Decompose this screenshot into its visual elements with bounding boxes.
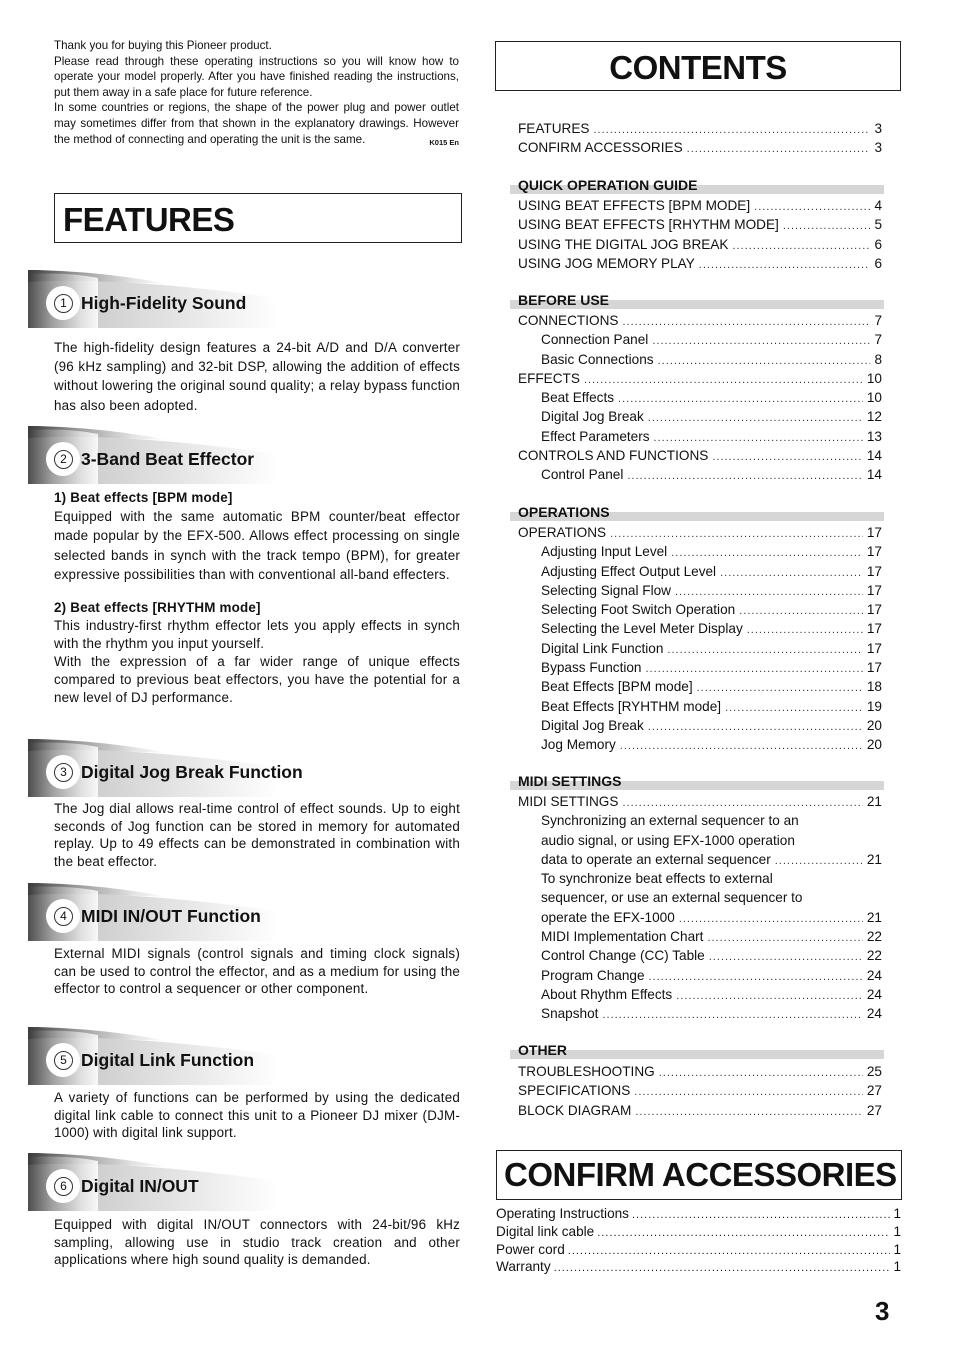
toc-entry-label: Selecting Foot Switch Operation <box>541 602 736 618</box>
toc-entry[interactable] <box>518 968 882 987</box>
toc-entry[interactable] <box>518 602 882 621</box>
toc-entry[interactable] <box>518 429 882 448</box>
toc-page-number: 20 <box>866 717 882 733</box>
toc-group-title: OPERATIONS <box>518 504 610 520</box>
accessory-quantity: 1 <box>893 1241 901 1257</box>
leader-dots <box>627 470 863 482</box>
contents-heading: CONTENTS <box>495 41 901 91</box>
toc-entry-label: CONNECTIONS <box>518 313 619 328</box>
leader-dots <box>733 240 871 252</box>
toc-page-number: 6 <box>874 255 882 271</box>
leader-dots <box>648 412 863 424</box>
feature-title: Digital Jog Break Function <box>81 762 303 782</box>
toc-entry-label: Connection Panel <box>541 332 649 348</box>
toc-page-number: 21 <box>866 794 882 809</box>
toc-entry-label: Basic Connections <box>541 351 654 367</box>
accessory-label: Power cord <box>496 1241 565 1257</box>
toc-group-list <box>518 525 882 757</box>
toc-page-number: 7 <box>874 332 882 348</box>
accessories-list <box>496 1206 901 1277</box>
accessory-label: Operating Instructions <box>496 1206 629 1221</box>
leader-dots <box>783 220 871 232</box>
toc-page-number: 17 <box>866 582 882 598</box>
feature-text: A variety of functions can be performed by using the dedicated digital link cable to connect this unit to a Pioneer DJ mixer (DJM-1000) with digital link support. <box>54 1090 460 1141</box>
feature-title: 3-Band Beat Effector <box>81 449 255 469</box>
leader-dots <box>709 951 863 963</box>
toc-entry-label: USING JOG MEMORY PLAY <box>518 255 695 271</box>
leader-dots <box>679 913 863 925</box>
toc-entry-label: USING BEAT EFFECTS [BPM MODE] <box>518 198 751 213</box>
toc-entry-label: Beat Effects [RYHTHM mode] <box>541 698 722 714</box>
toc-entry[interactable] <box>518 583 882 602</box>
toc-page-number: 17 <box>866 544 882 560</box>
leader-dots <box>658 355 871 367</box>
leader-dots <box>635 1106 863 1118</box>
accessory-label: Warranty <box>496 1259 551 1275</box>
leader-dots <box>747 624 863 636</box>
accessory-label: Digital link cable <box>496 1223 595 1239</box>
accessory-item <box>496 1242 901 1260</box>
leader-dots <box>652 335 870 347</box>
toc-entry[interactable] <box>518 910 882 929</box>
toc-group-list <box>518 794 882 1026</box>
toc-page-number: 22 <box>866 948 882 964</box>
toc-entry[interactable] <box>518 352 882 371</box>
toc-top-entries <box>518 121 882 160</box>
toc-group-header <box>510 1042 884 1059</box>
feature-heading <box>28 426 278 484</box>
accessory-item <box>496 1224 901 1242</box>
toc-entry[interactable] <box>518 718 882 737</box>
accessory-item <box>496 1259 901 1277</box>
toc-text-line: Synchronizing an external sequencer to an <box>541 813 799 829</box>
toc-page-number: 24 <box>866 1006 882 1022</box>
toc-page-number: 6 <box>874 236 882 252</box>
leader-dots <box>594 124 871 136</box>
toc-entry-label: Digital Jog Break <box>541 717 644 733</box>
leader-dots <box>610 528 863 540</box>
toc-group-title: QUICK OPERATION GUIDE <box>518 177 698 193</box>
features-heading: FEATURES <box>54 193 462 243</box>
intro-instructions: Please read through these operating instructions so you will know how to operate your model properly. After you have finished reading the instructions, put them away in a safe place for future reference. <box>54 54 459 99</box>
leader-dots <box>634 1086 863 1098</box>
toc-page-number: 3 <box>874 121 882 136</box>
feature-title: Digital IN/OUT <box>81 1176 199 1196</box>
toc-entry-label: Digital Jog Break <box>541 409 644 425</box>
feature-heading <box>28 1153 278 1211</box>
leader-dots <box>622 316 870 328</box>
toc-entry[interactable] <box>518 948 882 967</box>
feature-heading <box>28 270 278 328</box>
toc-entry[interactable] <box>518 256 882 275</box>
toc-page-number: 17 <box>866 640 882 656</box>
feature-title: MIDI IN/OUT Function <box>81 906 261 926</box>
feature-description <box>54 945 460 998</box>
toc-entry[interactable] <box>518 699 882 718</box>
toc-entry[interactable] <box>518 852 882 871</box>
feature-description <box>54 338 460 415</box>
toc-text-line: To synchronize beat effects to external <box>541 871 773 887</box>
toc-page-number: 7 <box>874 313 882 328</box>
toc-entry[interactable] <box>518 564 882 583</box>
feature-description <box>54 1216 460 1269</box>
toc-group-title: MIDI SETTINGS <box>518 773 622 789</box>
toc-page-number: 17 <box>866 660 882 676</box>
leader-dots <box>707 932 862 944</box>
toc-entry-label: Beat Effects [BPM mode] <box>541 679 693 695</box>
accessory-quantity: 1 <box>893 1223 901 1239</box>
leader-dots <box>649 971 863 983</box>
toc-entry-label: USING THE DIGITAL JOG BREAK <box>518 236 729 252</box>
toc-entry-label: Adjusting Effect Output Level <box>541 563 717 579</box>
toc-entry[interactable] <box>518 390 882 409</box>
accessory-quantity: 1 <box>893 1206 901 1221</box>
toc-entry-label: FEATURES <box>518 121 590 136</box>
toc-page-number: 8 <box>874 351 882 367</box>
toc-group-header <box>510 177 884 194</box>
toc-entry-label: Jog Memory <box>541 737 616 753</box>
leader-dots <box>739 605 863 617</box>
section-number: 2 <box>54 450 73 469</box>
toc-entry[interactable] <box>518 140 882 159</box>
leader-dots <box>667 644 862 656</box>
toc-entry[interactable] <box>518 237 882 256</box>
toc-entry[interactable] <box>518 929 882 948</box>
leader-dots <box>602 1009 862 1021</box>
toc-entry[interactable] <box>518 621 882 640</box>
text-bpm-mode: Equipped with the same automatic BPM counter/beat effector made popular by the EFX-500. Allows effect processing on single selected bands in synch with the track tempo (BPM), for greater expressive possibilities than with conventional all-band effecters. <box>54 509 460 582</box>
toc-entry-label: Control Change (CC) Table <box>541 948 705 964</box>
feature-heading <box>28 739 303 797</box>
subheading-rhythm-mode: 2) Beat effects [RHYTHM mode] <box>54 600 261 616</box>
toc-page-number: 17 <box>866 525 882 540</box>
section-number: 5 <box>54 1051 73 1070</box>
section-number: 6 <box>54 1177 73 1196</box>
toc-entry-label: SPECIFICATIONS <box>518 1083 631 1099</box>
leader-dots <box>697 682 863 694</box>
toc-page-number: 13 <box>866 428 882 444</box>
toc-entry-label: CONFIRM ACCESSORIES <box>518 140 683 156</box>
toc-entry-label: OPERATIONS <box>518 525 607 540</box>
toc-entry[interactable] <box>518 641 882 660</box>
leader-dots <box>687 143 871 155</box>
toc-entry-label: MIDI Implementation Chart <box>541 929 704 945</box>
toc-entry-label: Bypass Function <box>541 660 642 676</box>
toc-page-number: 3 <box>874 140 882 156</box>
toc-entry[interactable] <box>518 121 882 140</box>
toc-entry-label: CONTROLS AND FUNCTIONS <box>518 448 709 464</box>
toc-group-list <box>518 198 882 275</box>
leader-dots <box>725 702 863 714</box>
leader-dots <box>622 797 862 809</box>
text-rhythm-mode-b: With the expression of a far wider range of unique effects compared to previous beat effectors, you have the potential for a new level of DJ performance. <box>54 654 460 706</box>
leader-dots <box>699 259 871 271</box>
doc-code: K015 En <box>429 137 459 147</box>
toc-page-number: 21 <box>866 851 882 867</box>
toc-entry-label: TROUBLESHOOTING <box>518 1064 655 1079</box>
toc-entry[interactable] <box>518 660 882 679</box>
toc-page-number: 27 <box>866 1083 882 1099</box>
toc-entry-label: MIDI SETTINGS <box>518 794 619 809</box>
feature-text: The Jog dial allows real-time control of effect sounds. Up to eight seconds of Jog function can be stored in memory for automated replay. Up to 49 effects can be demonstrated in combination with the beat effector. <box>54 801 460 869</box>
toc-entry[interactable] <box>518 332 882 351</box>
toc-entry[interactable] <box>518 409 882 428</box>
text-rhythm-mode-a: This industry-first rhythm effector lets you apply effects in synch with the rhythm you input yourself. <box>54 618 460 652</box>
leader-dots <box>597 1227 890 1239</box>
feature-text: External MIDI signals (control signals and timing clock signals) can be used to control the effector, and as a medium for using the effector to control a sequencer or other component. <box>54 946 460 997</box>
toc-entry[interactable] <box>518 1006 882 1025</box>
leader-dots <box>620 740 863 752</box>
toc-group-list <box>518 313 882 487</box>
confirm-accessories-heading: CONFIRM ACCESSORIES <box>496 1150 902 1200</box>
toc-entry-label: Effect Parameters <box>541 428 650 444</box>
toc-group-list <box>518 1064 882 1122</box>
leader-dots <box>648 721 863 733</box>
toc-group-title: OTHER <box>518 1042 567 1058</box>
leader-dots <box>618 393 863 405</box>
toc-entry-label: Program Change <box>541 967 645 983</box>
leader-dots <box>646 663 863 675</box>
accessory-item <box>496 1206 901 1224</box>
toc-entry[interactable] <box>518 737 882 756</box>
toc-entry-label: Selecting Signal Flow <box>541 582 671 598</box>
toc-entry[interactable] <box>518 1064 882 1083</box>
toc-page-number: 17 <box>866 563 882 579</box>
toc-page-number: 14 <box>866 448 882 464</box>
toc-page-number: 18 <box>866 679 882 695</box>
toc-entry[interactable] <box>518 217 882 236</box>
toc-entry[interactable] <box>518 679 882 698</box>
toc-entry[interactable] <box>518 1083 882 1102</box>
toc-entry[interactable] <box>518 544 882 563</box>
toc-entry-label: USING BEAT EFFECTS [RHYTHM MODE] <box>518 217 779 233</box>
leader-dots <box>632 1209 890 1221</box>
toc-entry[interactable] <box>518 198 882 217</box>
toc-page-number: 20 <box>866 737 882 753</box>
toc-entry[interactable] <box>518 525 882 544</box>
toc-entry-label: data to operate an external sequencer <box>541 851 771 867</box>
feature-description <box>54 800 460 870</box>
feature-heading <box>28 883 278 941</box>
toc-text-line: audio signal, or using EFX-1000 operation <box>541 832 795 848</box>
toc-entry[interactable] <box>518 987 882 1006</box>
toc-entry[interactable] <box>518 313 882 332</box>
toc-entry-label: Selecting the Level Meter Display <box>541 621 743 637</box>
toc-entry-label: operate the EFX-1000 <box>541 909 675 925</box>
section-number: 1 <box>54 294 73 313</box>
toc-text-line: sequencer, or use an external sequencer to <box>541 890 803 906</box>
feature-text: Equipped with digital IN/OUT connectors with 24-bit/96 kHz sampling, allowing use in studio track creation and other applications where high sound quality is demanded. <box>54 1217 460 1268</box>
toc-entry-label: Beat Effects <box>541 390 615 406</box>
toc-entry-label: BLOCK DIAGRAM <box>518 1102 632 1118</box>
toc-entry-label: EFFECTS <box>518 370 580 386</box>
intro-thanks: Thank you for buying this Pioneer product. <box>54 39 272 52</box>
toc-page-number: 10 <box>866 370 882 386</box>
toc-entry-label: Adjusting Input Level <box>541 544 668 560</box>
toc-page-number: 27 <box>866 1102 882 1118</box>
leader-dots <box>754 201 870 213</box>
intro-plug-note: In some countries or regions, the shape of the power plug and power outlet may sometimes differ from that shown in the explanatory drawings. However the method of connecting and operating the unit is the same. K015 En <box>54 100 459 147</box>
leader-dots <box>659 1067 863 1079</box>
toc-page-number: 12 <box>866 409 882 425</box>
toc-entry[interactable] <box>518 1103 882 1122</box>
toc-page-number: 22 <box>866 929 882 945</box>
leader-dots <box>568 1245 891 1257</box>
feature-title: High-Fidelity Sound <box>81 293 247 313</box>
toc-page-number: 17 <box>866 621 882 637</box>
feature-text: The high-fidelity design features a 24-bit A/D and D/A converter (96 kHz sampling) and 32-bit DSP, allowing the addition of effects without lowering the original sound quality; a relay bypass function has also been adopted. <box>54 340 460 413</box>
toc-group-header <box>510 504 884 521</box>
leader-dots <box>712 451 863 463</box>
toc-page-number: 24 <box>866 967 882 983</box>
toc-entry[interactable] <box>518 371 882 390</box>
toc-group-title: BEFORE USE <box>518 292 610 308</box>
toc-page-number: 24 <box>866 986 882 1002</box>
feature-title: Digital Link Function <box>81 1050 255 1070</box>
toc-page-number: 25 <box>866 1064 882 1079</box>
toc-entry[interactable] <box>518 448 882 467</box>
toc-page-number: 14 <box>866 467 882 483</box>
section-number: 3 <box>54 763 73 782</box>
toc-entry-label: About Rhythm Effects <box>541 986 673 1002</box>
feature-description <box>54 488 460 707</box>
accessory-quantity: 1 <box>893 1259 901 1275</box>
toc-page-number: 19 <box>866 698 882 714</box>
toc-entry-label: Digital Link Function <box>541 640 664 656</box>
subheading-bpm-mode: 1) Beat effects [BPM mode] <box>54 490 233 505</box>
toc-group-header <box>510 773 884 790</box>
toc-entry-label: Snapshot <box>541 1006 599 1022</box>
leader-dots <box>654 432 863 444</box>
page-number: 3 <box>875 1296 890 1326</box>
toc-group-header <box>510 292 884 309</box>
intro-text <box>54 38 459 150</box>
feature-description <box>54 1089 460 1142</box>
leader-dots <box>676 990 863 1002</box>
toc-entry[interactable] <box>518 467 882 486</box>
leader-dots <box>584 374 863 386</box>
leader-dots <box>775 855 863 867</box>
leader-dots <box>675 586 863 598</box>
toc-entry[interactable] <box>518 794 882 813</box>
leader-dots <box>671 547 863 559</box>
toc-page-number: 5 <box>874 217 882 233</box>
toc-page-number: 10 <box>866 390 882 406</box>
leader-dots <box>720 567 863 579</box>
toc-entry-label: Control Panel <box>541 467 624 483</box>
feature-heading <box>28 1027 278 1085</box>
toc-page-number: 4 <box>874 198 882 213</box>
toc-page-number: 21 <box>866 909 882 925</box>
section-number: 4 <box>54 907 73 926</box>
toc-page-number: 17 <box>866 602 882 618</box>
leader-dots <box>554 1262 891 1274</box>
